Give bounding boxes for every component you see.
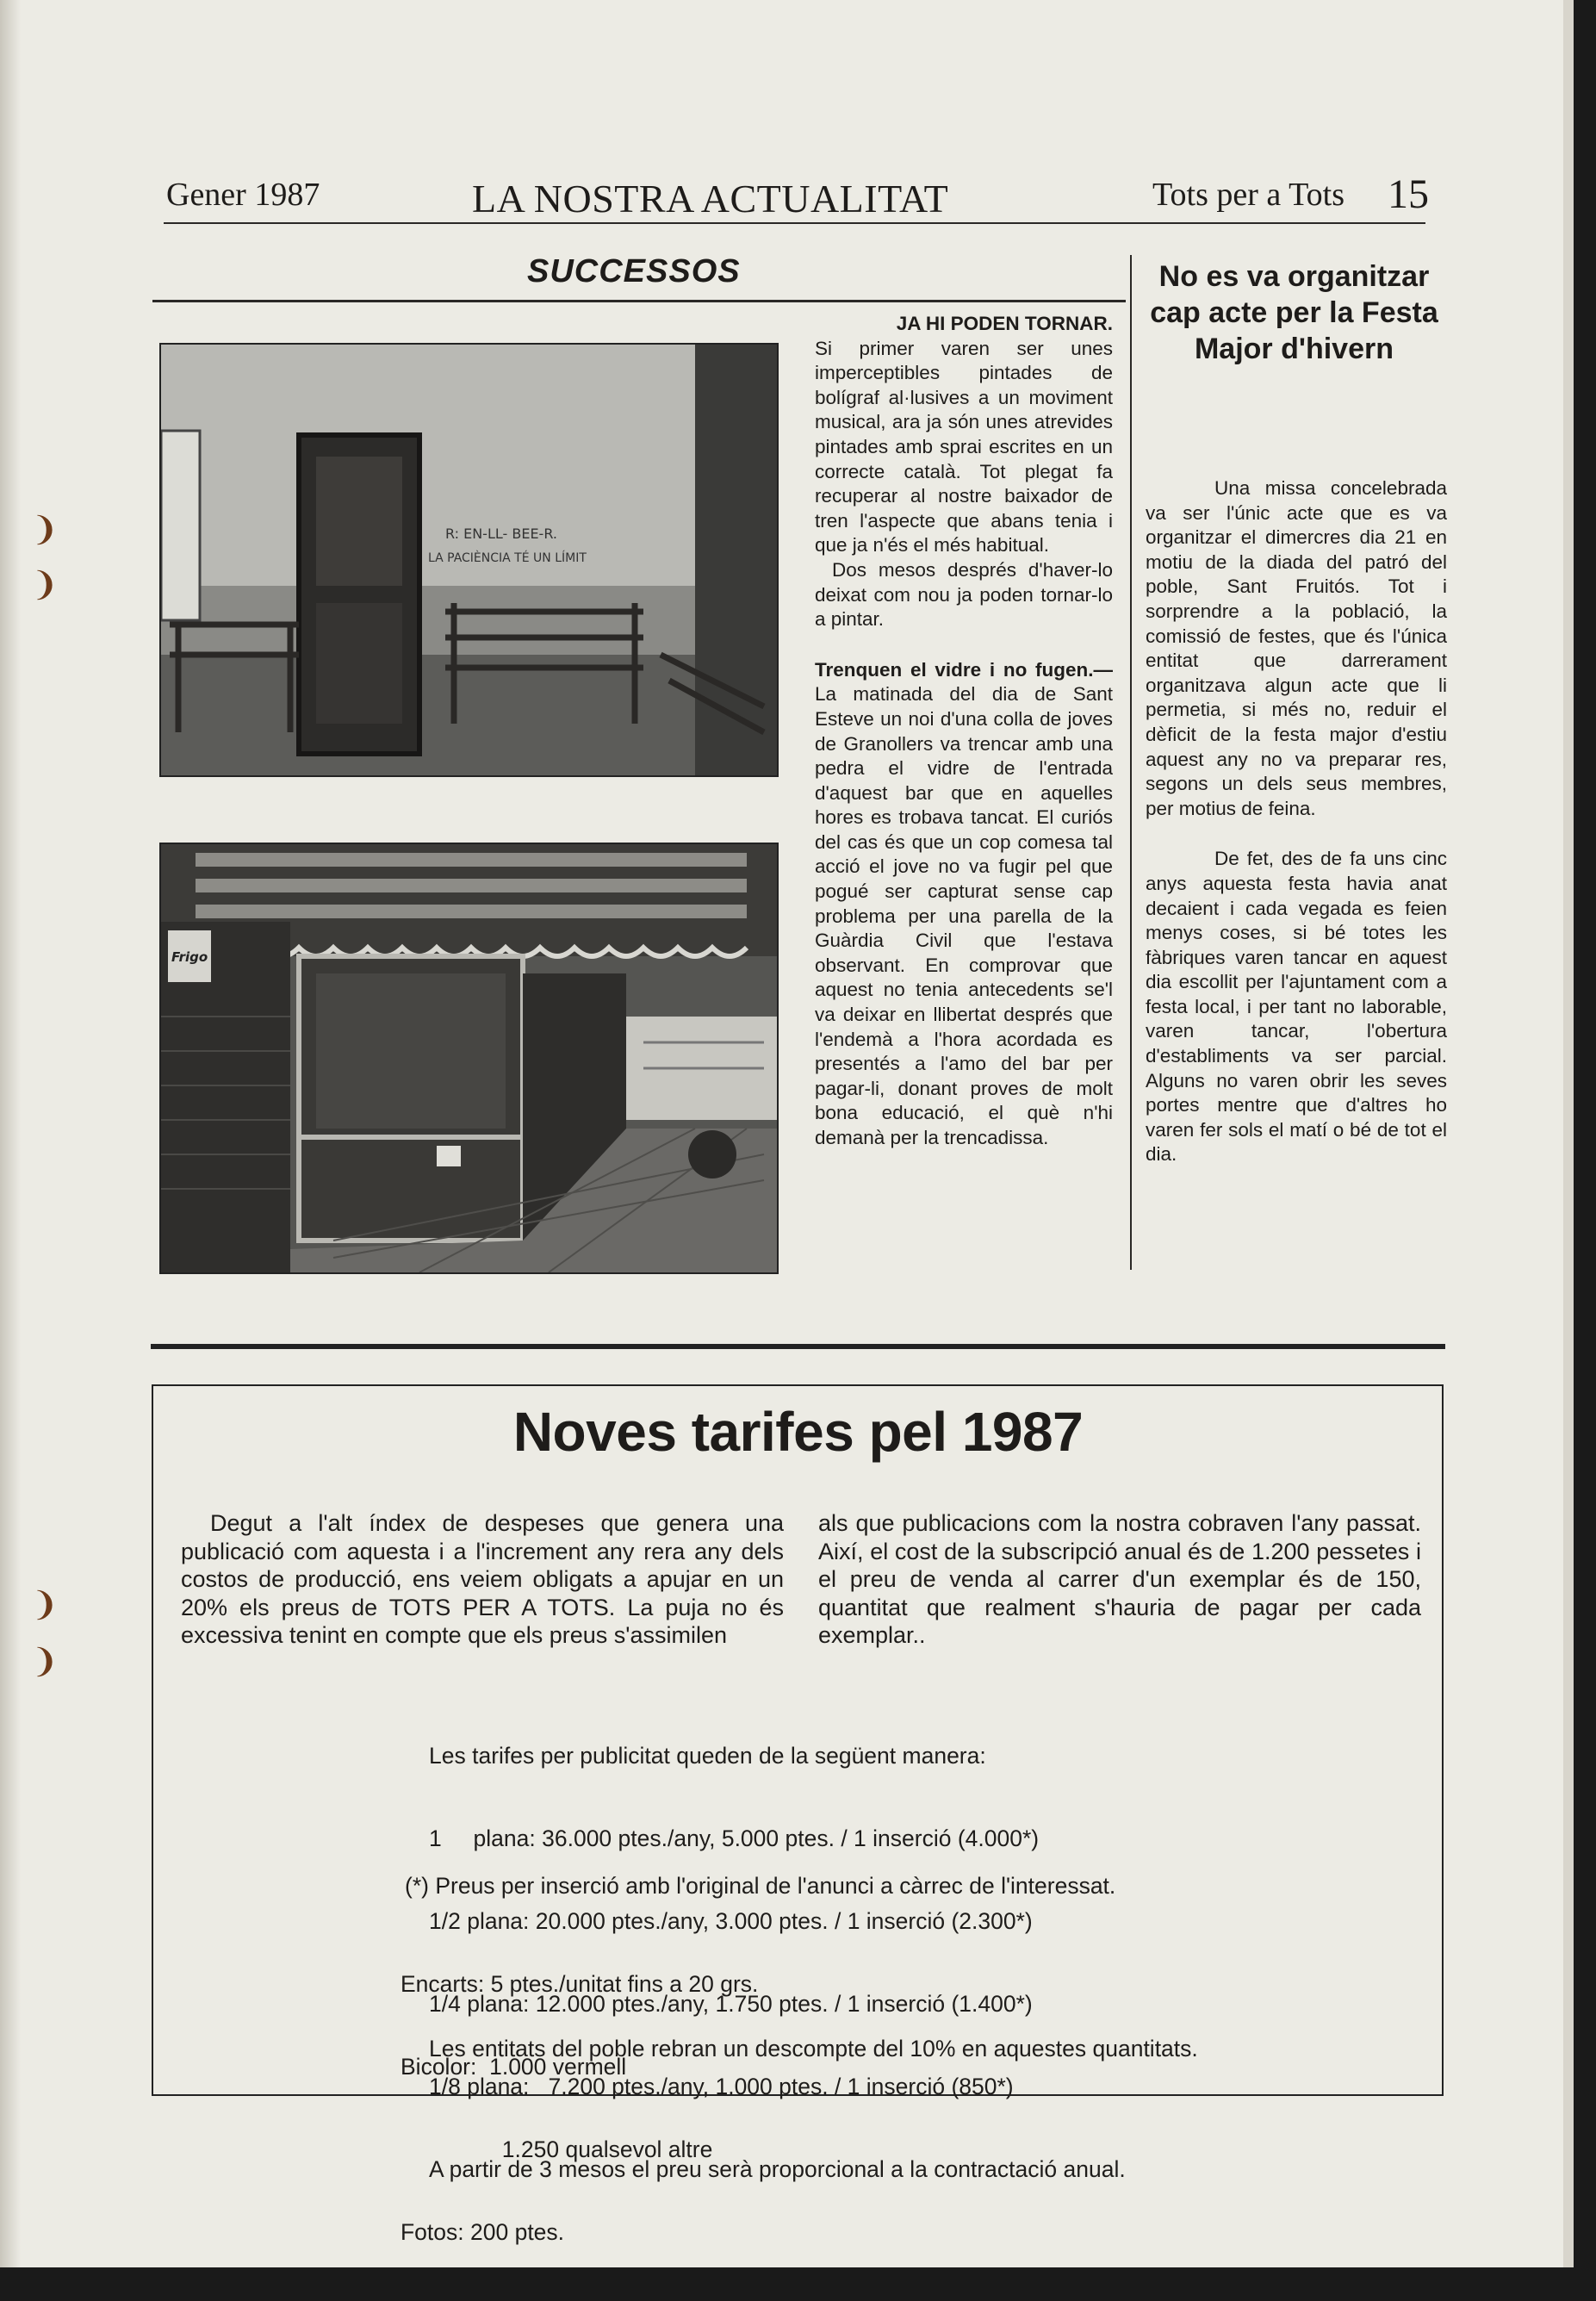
header-publication: Tots per a Tots: [1152, 177, 1345, 213]
frigo-sign-text: Frigo: [171, 949, 208, 965]
rates-intro: Les tarifes per publicitat queden de la següent manera:: [429, 1743, 986, 1769]
article-graffiti: [815, 312, 1113, 1151]
header-section-title: LA NOSTRA ACTUALITAT: [472, 177, 949, 221]
header-date: Gener 1987: [166, 177, 320, 213]
tariffs-title: Noves tarifes pel 1987: [512, 1401, 1084, 1463]
article-glass-title: Trenquen el vidre i no fugen.—: [815, 658, 1113, 681]
encarts-rate: Encarts: 5 ptes./unitat fins a 20 grs.: [401, 1971, 759, 1997]
fotos-rate: Fotos: 200 ptes.: [401, 2219, 565, 2245]
article-festa-body: [1146, 476, 1447, 1167]
section-rule: [152, 300, 1126, 302]
page-edge: [1563, 0, 1574, 2267]
tariffs-intro-right: als que publicacions com la nostra cobraven l'any passat. Així, el cost de la subscripció anual és de 1.200 pessetes i el preu de venda al carrer d'un exemplar és de 150, quantitat que realment s'hauria de pagar per cada exemplar..: [818, 1510, 1421, 1648]
article-graffiti-title: JA HI PODEN TORNAR.: [896, 313, 1113, 334]
bicolor-rate: Bicolor: 1.000 vermell: [401, 2054, 627, 2080]
discount-note: Les entitats del poble rebran un descompte del 10% en aquestes quantitats.: [429, 2036, 1198, 2062]
bicolor-rate: 1.250 qualsevol altre: [401, 2136, 713, 2162]
rate-line: 1/2 plana: 20.000 ptes./any, 3.000 ptes. / 1 inserció (2.300*): [429, 1908, 1033, 1934]
article-graffiti-body: Si primer varen ser unes imperceptibles pintades de bolígraf al·lusives a un moviment musical, ara ja són unes atrevides pintades amb sprai escrites en un correcte català. Tot plegat fa recuperar al nostre baixador de tren l'aspecte que abans tenia i que ja n'és el més habitual.: [815, 337, 1113, 557]
punch-hole-mark: ❩: [31, 1585, 59, 1623]
page-number: 15: [1388, 171, 1429, 217]
rate-line: 1 plana: 36.000 ptes./any, 5.000 ptes. / 1 inserció (4.000*): [429, 1825, 1040, 1851]
article-graffiti-body-2: Dos mesos després d'haver-lo deixat com nou ja poden tornar-lo a pintar.: [815, 558, 1113, 631]
graffiti-text-2: LA PACIÈNCIA TÉ UN LÍMIT: [428, 551, 587, 565]
bar-entrance-photo: [159, 843, 779, 1274]
tariffs-intro-left: Degut a l'alt índex de despeses que genera una publicació com aquesta i a l'increment any rera any dels costos de producció, ens veiem obligats a apujar en un 20% els preus de TOTS PER A TOTS. La puja no és excessiva tenint en compte que els preus s'assimilen: [181, 1510, 784, 1648]
column-divider: [1130, 255, 1132, 1270]
rates-footnote: (*) Preus per inserció amb l'original de l'anunci a càrrec de l'interessat.: [405, 1873, 1116, 1899]
rate-line: 1/4 plana: 12.000 ptes./any, 1.750 ptes. / 1 inserció (1.400*): [429, 1991, 1033, 2017]
punch-hole-mark: ❩: [31, 510, 59, 548]
article-festa-headline: No es va organitzar cap acte per la Festa Major d'hivern: [1150, 260, 1438, 365]
article-festa-paragraph-1: Una missa concelebrada va ser l'únic acte que es va organitzar el dimercres dia 21 en motiu de la diada del patró del poble, Sant Fruitós. Tot i sorprendre a la població, la comissió de festes, que és l'única entitat que darrerament organitzava algun acte que li permetia, si més no, reduir el dèficit de la festa major d'estiu aquest any no va preparar res, segons un dels seus membres, per motius de feina.: [1146, 477, 1447, 819]
graffiti-text-1: R: EN-LL- BEE-R.: [445, 525, 557, 542]
article-glass-body: La matinada del dia de Sant Esteve un noi d'una colla de joves de Granollers va trencar amb una pedra el vidre de l'entrada d'aquest bar que en aquelles hores es trobava tancat. El curiós del cas és que un cop comesa tal acció el jove no va fugir pel que pogué ser capturat sense cap problema per una parella de la Guàrdia Civil que l'estava observant. En comprovar que aquest no tenia antecedents se'l va deixar en llibertat després que l'endemà a l'hora acordada es presentés a l'amo del bar per pagar-li, donant proves de molt bona educació, el què n'hi demanà per la trencadissa.: [815, 683, 1113, 1148]
punch-hole-mark: ❩: [31, 565, 59, 603]
rates-proportional: A partir de 3 mesos el preu serà proporcional a la contractació anual.: [429, 2156, 1126, 2182]
punch-hole-mark: ❩: [31, 1642, 59, 1680]
station-waiting-room-photo: [159, 343, 779, 777]
header-rule: [164, 222, 1425, 224]
section-label: SUCCESSOS: [527, 253, 741, 289]
rates-extras: [401, 1915, 758, 2301]
article-festa-paragraph-2: De fet, des de fa uns cinc anys aquesta festa havia anat decaient i cada vegada es feien menys coses, si bé totes les fàbriques varen tancar en aquest dia escollit per l'ajuntament com a festa local, i per tant no laborable, varen tancar, l'obertura d'establiments va ser parcial. Alguns no varen obrir les seves portes mentre que d'altres ho varen fer sols el matí o bé de tot el dia.: [1146, 848, 1447, 1166]
rate-line: 1/8 plana: 7.200 ptes./any, 1.000 ptes. / 1 inserció (850*): [429, 2074, 1014, 2099]
section-divider: [151, 1344, 1445, 1349]
binding-edge: [0, 0, 21, 2267]
